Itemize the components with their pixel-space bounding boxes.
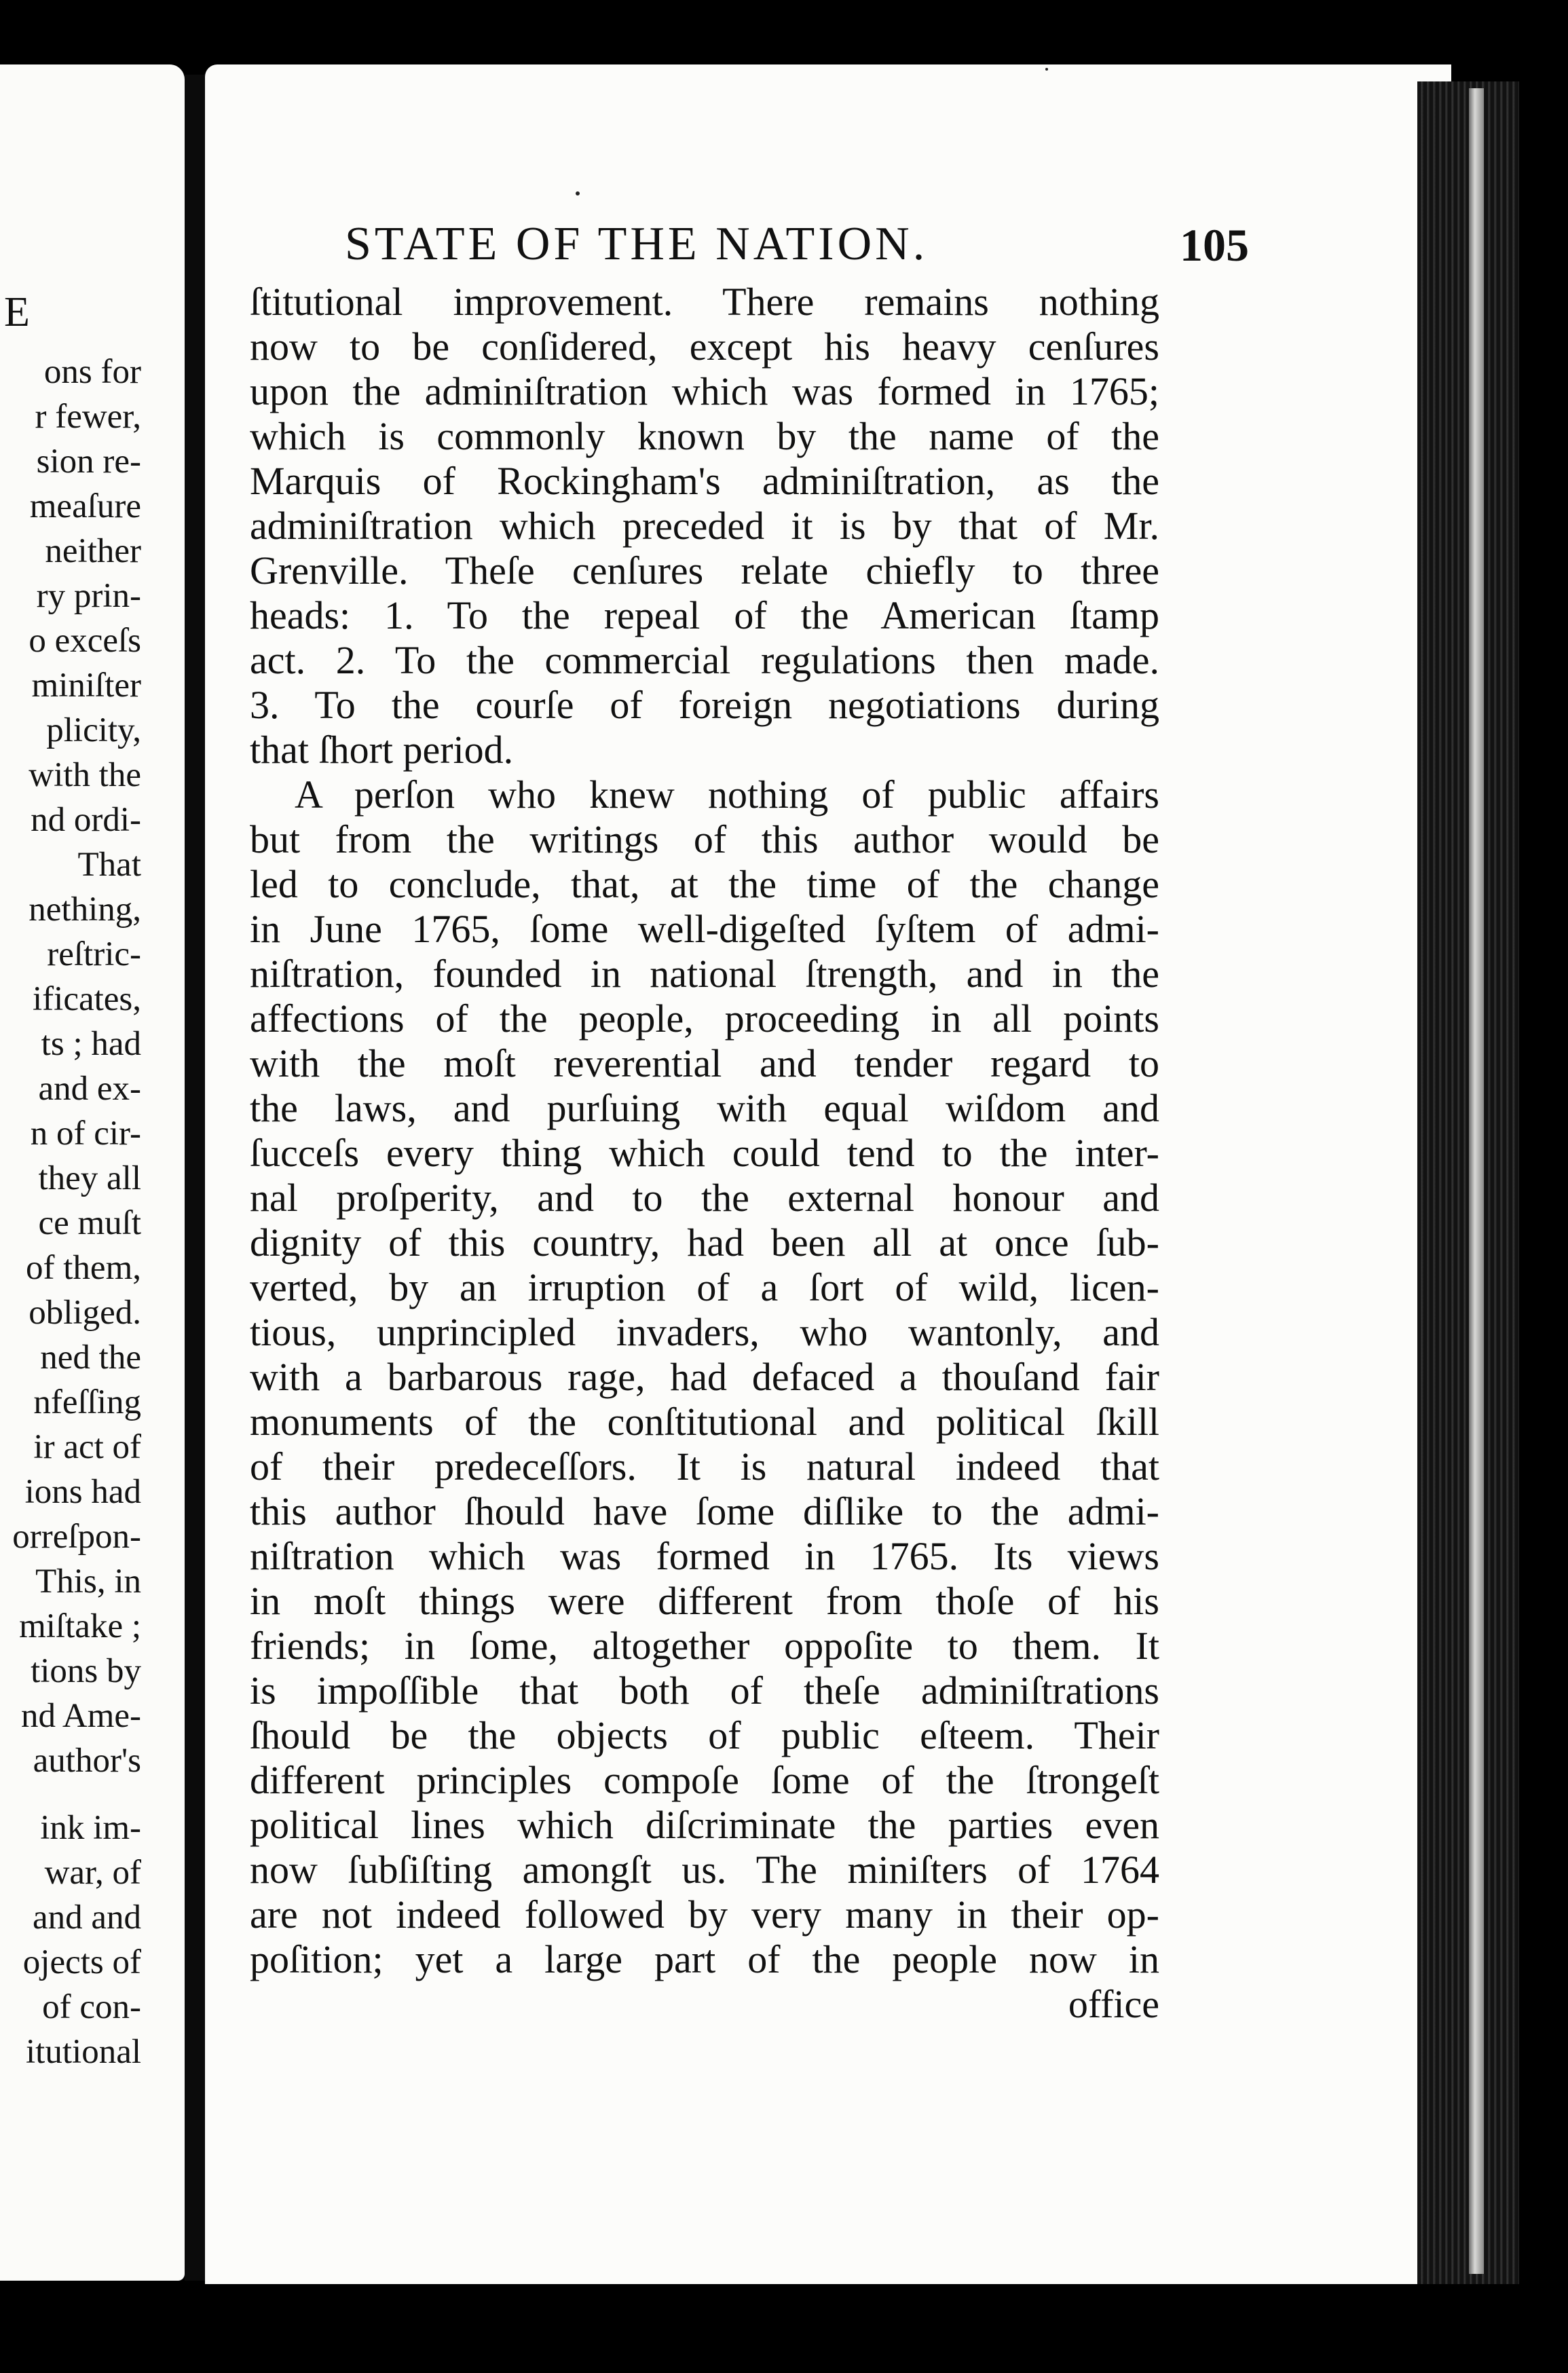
left-text-line: nd ordi- xyxy=(31,801,141,839)
text-line: is impoſſible that both of theſe adminiſtrations xyxy=(250,1668,1159,1713)
text-line: ſucceſs every thing which could tend to the inter- xyxy=(250,1131,1159,1175)
left-text-line: miniſter xyxy=(31,667,141,705)
text-line: Marquis of Rockingham's adminiſtration, as the xyxy=(250,459,1159,503)
text-line: act. 2. To the commercial regulations then made. xyxy=(250,638,1159,682)
text-line: led to conclude, that, at the time of the change xyxy=(250,862,1159,906)
left-text-line: war, of xyxy=(44,1854,141,1892)
left-page-text xyxy=(0,350,141,2074)
left-text-line: and ex- xyxy=(38,1070,141,1108)
text-line: with a barbarous rage, had defaced a thouſand fair xyxy=(250,1355,1159,1399)
left-text-line: author's xyxy=(33,1742,141,1780)
text-line: this author ſhould have ſome diſlike to the admi- xyxy=(250,1489,1159,1533)
text-line: tious, unprincipled invaders, who wantonly, and xyxy=(250,1310,1159,1354)
left-text-line: orreſpon- xyxy=(12,1518,141,1556)
text-line: now ſubſiſting amongſt us. The miniſters of 1764 xyxy=(250,1848,1159,1892)
left-text-line: nfeſſing xyxy=(33,1383,141,1421)
text-line: affections of the people, proceeding in all points xyxy=(250,996,1159,1041)
text-line: with the moſt reverential and tender regard to xyxy=(250,1041,1159,1085)
text-line: upon the adminiſtration which was formed in 1765; xyxy=(250,369,1159,413)
text-line: different principles compoſe ſome of the ſtrongeſt xyxy=(250,1758,1159,1802)
running-head: STATE OF THE NATION. xyxy=(345,218,929,270)
left-text-line: o exceſs xyxy=(29,622,141,660)
left-text-line: plicity, xyxy=(46,711,141,749)
left-text-line: r fewer, xyxy=(35,398,141,436)
text-line: Grenville. Theſe cenſures relate chiefly to three xyxy=(250,548,1159,593)
left-text-line: miſtake ; xyxy=(19,1607,141,1645)
left-text-line: nd Ame- xyxy=(20,1697,141,1735)
text-line: monuments of the conſtitutional and political ſkill xyxy=(250,1400,1159,1444)
left-running-head-fragment: E xyxy=(4,289,31,335)
text-line: are not indeed followed by very many in their op- xyxy=(250,1892,1159,1937)
text-line: political lines which diſcriminate the parties even xyxy=(250,1803,1159,1847)
left-text-line: neither xyxy=(45,532,141,570)
left-text-line: n of cir- xyxy=(30,1115,141,1153)
text-line: poſition; yet a large part of the people now in xyxy=(250,1937,1159,1981)
catchword: office xyxy=(1068,1982,1159,2026)
left-text-line: nething, xyxy=(29,891,141,929)
left-text-line: ons for xyxy=(43,353,141,391)
text-line: dignity of this country, had been all at once ſub- xyxy=(250,1220,1159,1265)
left-text-line: they all xyxy=(38,1159,141,1197)
left-text-line: reſtric- xyxy=(47,935,141,973)
left-text-line: itutional xyxy=(26,2033,141,2071)
left-text-line: meaſure xyxy=(29,487,141,525)
text-line: ſhould be the objects of public eſteem. Their xyxy=(250,1713,1159,1757)
text-line: niſtration which was formed in 1765. Its views xyxy=(250,1534,1159,1578)
left-text-line: with the xyxy=(29,756,141,794)
text-line: that ſhort period. xyxy=(250,728,514,772)
scan-speck xyxy=(1045,68,1048,71)
text-line: ſtitutional improvement. There remains nothing xyxy=(250,280,1159,324)
text-line: in moſt things were different from thoſe of his xyxy=(250,1579,1159,1623)
body-text xyxy=(250,280,1159,2027)
page-number: 105 xyxy=(1180,219,1249,271)
page-edges xyxy=(1417,81,1519,2284)
left-text-line: ce muſt xyxy=(38,1204,141,1242)
text-line: but from the writings of this author would be xyxy=(250,817,1159,861)
text-line: which is commonly known by the name of the xyxy=(250,414,1159,458)
left-text-line: That xyxy=(77,846,141,884)
text-line: the laws, and purſuing with equal wiſdom and xyxy=(250,1086,1159,1130)
left-text-line: This, in xyxy=(35,1563,141,1601)
text-line: 3. To the courſe of foreign negotiations during xyxy=(250,683,1159,727)
left-text-line: ned the xyxy=(40,1339,141,1377)
left-text-line: ificates, xyxy=(33,980,141,1018)
left-text-line xyxy=(0,1783,141,1806)
left-text-line: ts ; had xyxy=(41,1025,141,1063)
left-text-line: tions by xyxy=(31,1652,141,1690)
left-text-line: of con- xyxy=(42,1988,141,2026)
left-facing-page xyxy=(0,64,185,2281)
page-edge-highlight xyxy=(1469,88,1484,2274)
left-text-line: ry prin- xyxy=(36,577,141,615)
text-line: heads: 1. To the repeal of the American ſtamp xyxy=(250,593,1159,637)
text-line: adminiſtration which preceded it is by that of Mr. xyxy=(250,504,1159,548)
left-text-line: of them, xyxy=(26,1249,141,1287)
text-line: now to be conſidered, except his heavy cenſures xyxy=(250,324,1159,369)
left-text-line: sion re- xyxy=(36,443,141,481)
left-text-line: ir act of xyxy=(33,1428,141,1466)
scan-border xyxy=(1520,0,1568,2373)
left-text-line: obliged. xyxy=(29,1294,141,1332)
left-text-line: ojects of xyxy=(22,1943,141,1981)
text-line: of their predeceſſors. It is natural indeed that xyxy=(250,1444,1159,1489)
scan-speck xyxy=(576,191,580,195)
text-line: niſtration, founded in national ſtrength, and in the xyxy=(250,952,1159,996)
left-text-line: and and xyxy=(32,1899,141,1937)
book-gutter xyxy=(185,75,205,2281)
left-text-line: ions had xyxy=(24,1473,141,1511)
text-line: in June 1765, ſome well-digeſted ſyſtem of admi- xyxy=(250,907,1159,951)
left-text-line: ink im- xyxy=(40,1809,141,1847)
text-line: friends; in ſome, altogether oppoſite to them. It xyxy=(250,1624,1159,1668)
text-line: nal proſperity, and to the external honour and xyxy=(250,1176,1159,1220)
text-line: verted, by an irruption of a ſort of wild, licen- xyxy=(250,1265,1159,1309)
text-line: A perſon who knew nothing of public affairs xyxy=(295,772,1159,817)
